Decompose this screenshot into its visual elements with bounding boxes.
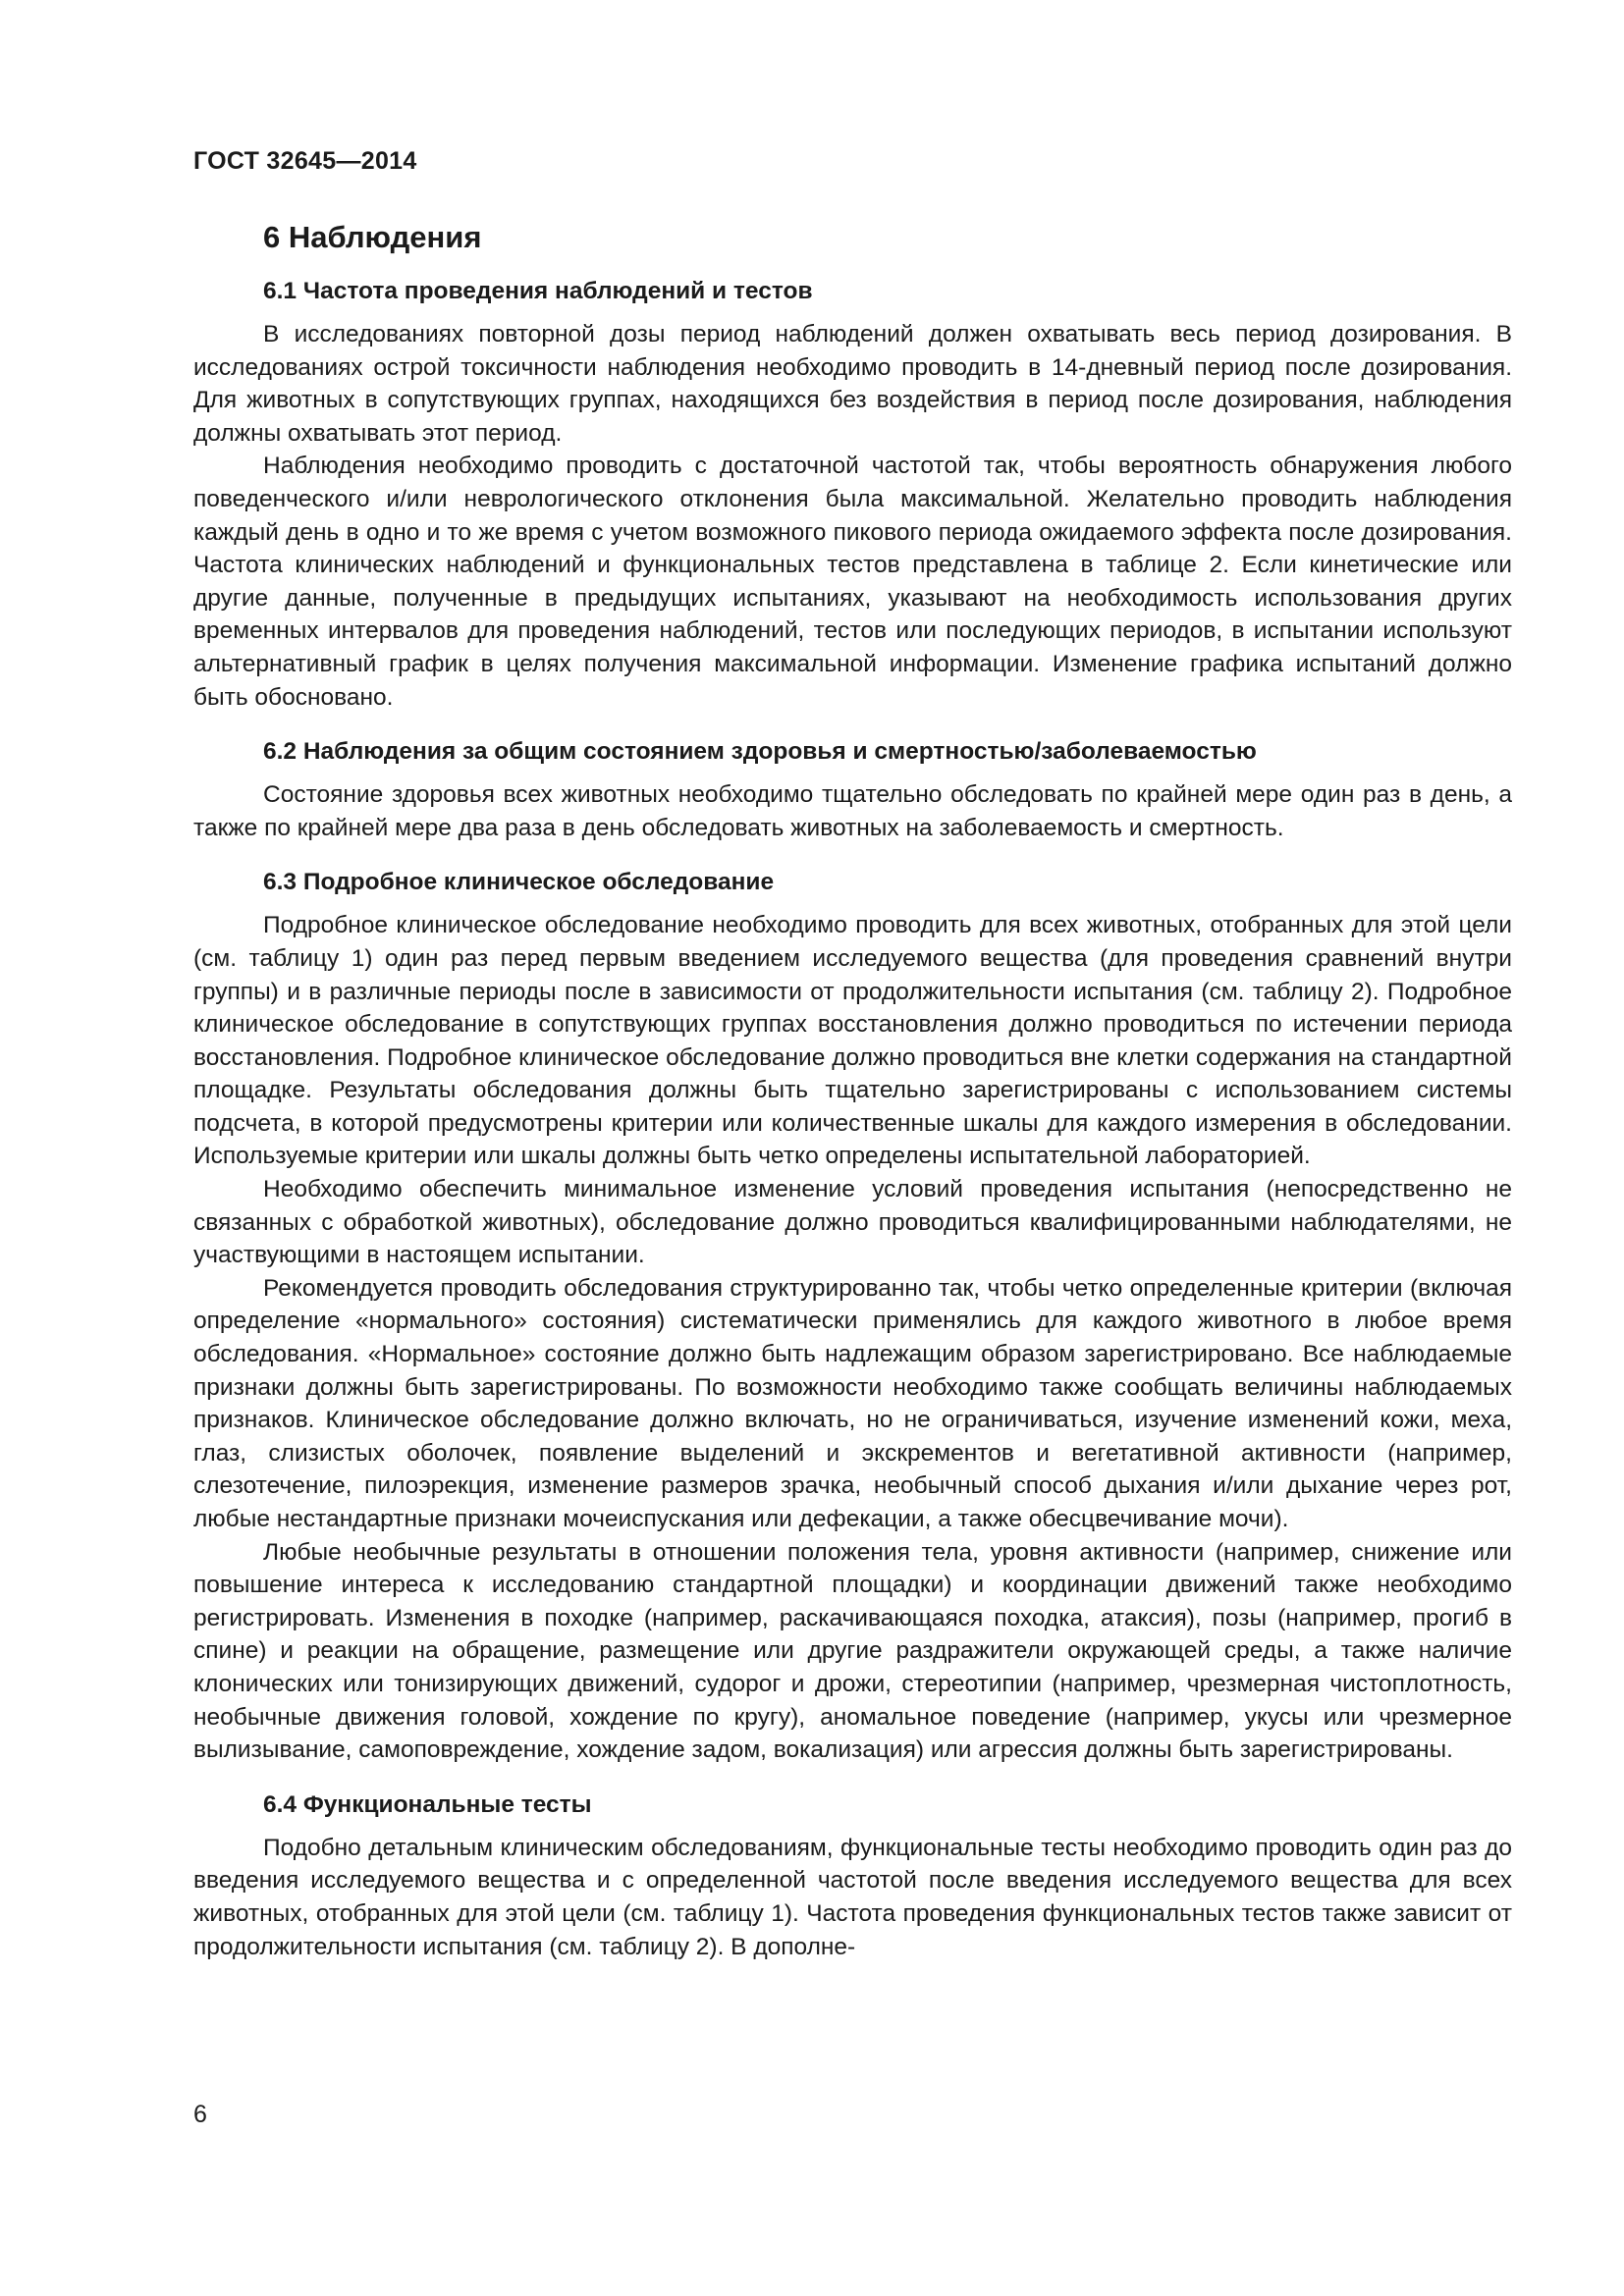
page-number: 6 — [193, 2101, 207, 2128]
document-header: ГОСТ 32645—2014 — [193, 147, 417, 175]
paragraph: Рекомендуется проводить обследования структурированно так, чтобы четко определенные критерии (включая определение «нормального» состояния) систематически применялись для каждого животного в любое время обследования. «Нормальное» состояние должно быть надлежащим образом зарегистрировано. Все наблюдаемые признаки должны быть зарегистрированы. По возможности необходимо также сообщать величины наблюдаемых признаков. Клиническое обследование должно включать, но не ограничиваться, изучение изменений кожи, меха, глаз, слизистых оболочек, появление выделений и экскрементов и вегетативной активности (например, слезотечение, пилоэрекция, изменение размеров зрачка, необычный способ дыхания и/или дыхание через рот, любые нестандартные признаки мочеиспускания или дефекации, а также обесцвечивание мочи). — [193, 1274, 1512, 1532]
subsection-6-1 — [193, 275, 1512, 714]
paragraph: Состояние здоровья всех животных необходимо тщательно обследовать по крайней мере один раз в день, а также по крайней мере два раза в день обследовать животных на заболеваемость и смертность. — [193, 781, 1512, 841]
subsection-title: 6.1 Частота проведения наблюдений и тестов — [263, 278, 813, 304]
paragraph: Подобно детальным клиническим обследованиям, функциональные тесты необходимо проводить один раз до введения исследуемого вещества и с определенной частотой после введения исследуемого вещества для всех животных, отобранных для этой цели (см. таблицу 1). Частота проведения функциональных тестов также зависит от продолжительности испытания (см. таблицу 2). В дополне- — [193, 1834, 1512, 1960]
paragraph: Подробное клиническое обследование необходимо проводить для всех животных, отобранных для этой цели (см. таблицу 1) один раз перед первым введением исследуемого вещества (для проведения сравнений внутри группы) и в различные периоды после в зависимости от продолжительности испытания (см. таблицу 2). Подробное клиническое обследование в сопутствующих группах восстановления должно проводиться по истечении периода восстановления. Подробное клиническое обследование должно проводиться вне клетки содержания на стандартной площадке. Результаты обследования должны быть тщательно зарегистрированы с использованием системы подсчета, в которой предусмотрены критерии или количественные шкалы для каждого измерения в обследовании. Используемые критерии или шкалы должны быть четко определены испытательной лабораторией. — [193, 912, 1512, 1170]
subsection-title: 6.4 Функциональные тесты — [263, 1790, 592, 1818]
document-body — [193, 218, 1512, 1963]
paragraph: В исследованиях повторной дозы период наблюдений должен охватывать весь период дозирования. В исследованиях острой токсичности наблюдения необходимо проводить в 14-дневный период после дозирования. Для животных в сопутствующих группах, находящихся без воздействия в период после дозирования, наблюдения должны охватывать этот период. — [193, 321, 1512, 447]
subsection-title: 6.2 Наблюдения за общим состоянием здоровья и смертностью/заболеваемостью — [263, 738, 1257, 766]
paragraph: Любые необычные результаты в отношении положения тела, уровня активности (например, снижение или повышение интереса к исследованию стандартной площадки) и координации движений также необходимо регистрировать. Изменения в походке (например, раскачивающаяся походка, атаксия), позы (например, прогиб в спине) и реакции на обращение, размещение или другие раздражители окружающей среды, а также наличие клонических или тонизирующих движений, судорог и дрожи, стереотипии (например, чрезмерная чистоплотность, необычные движения головой, хождение по кругу), аномальное поведение (например, укусы или чрезмерное вылизывание, самоповреждение, хождение задом, вокализация) или агрессия должны быть зарегистрированы. — [193, 1538, 1512, 1764]
paragraph: Наблюдения необходимо проводить с достаточной частотой так, чтобы вероятность обнаружения любого поведенческого и/или неврологического отклонения была максимальной. Желательно проводить наблюдения каждый день в одно и то же время с учетом возможного пикового периода ожидаемого эффекта после дозирования. Частота клинических наблюдений и функциональных тестов представлена в таблице 2. Если кинетические или другие данные, полученные в предыдущих испытаниях, указывают на необходимость использования других временных интервалов для проведения наблюдений, тестов или последующих периодов, в испытании используют альтернативный график в целях получения максимальной информации. Изменение графика испытаний должно быть обосновано. — [193, 453, 1512, 711]
subsection-6-3 — [193, 866, 1512, 1766]
section-title: 6 Наблюдения — [263, 220, 482, 254]
subsection-6-4 — [193, 1789, 1512, 1963]
subsection-title: 6.3 Подробное клиническое обследование — [263, 869, 775, 896]
subsection-6-2 — [193, 735, 1512, 844]
paragraph: Необходимо обеспечить минимальное изменение условий проведения испытания (непосредственно не связанных с обработкой животных), обследование должно проводиться квалифицированными наблюдателями, не участвующими в настоящем испытании. — [193, 1176, 1512, 1269]
